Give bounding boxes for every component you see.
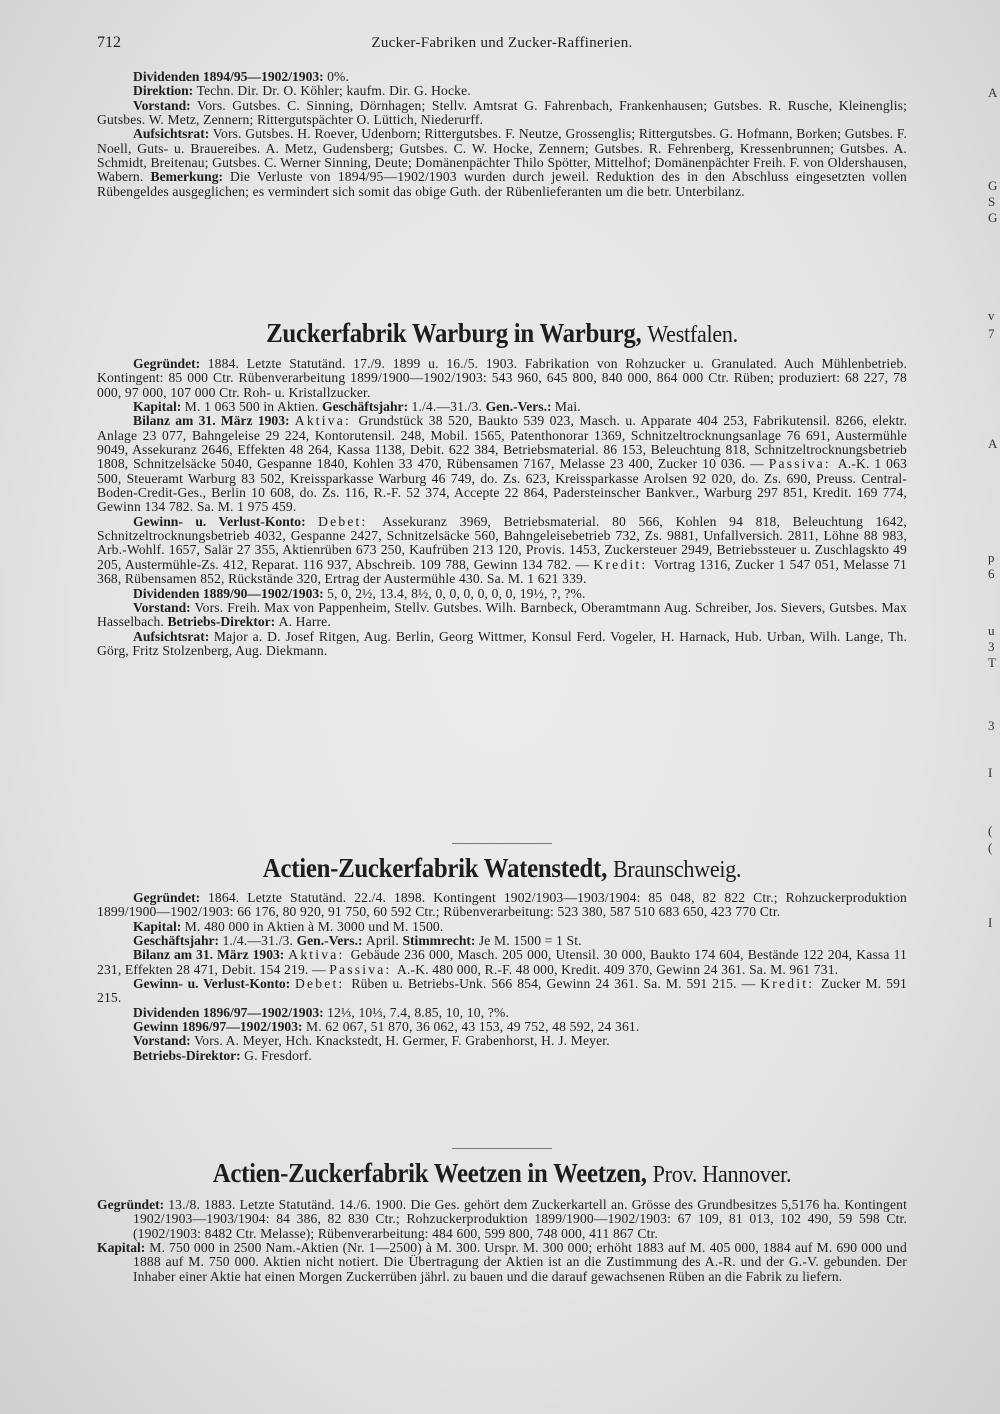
entry-paragraph: [97, 515, 907, 587]
field-text: 0%.: [327, 69, 350, 84]
field-text: 12⅓, 10⅓, 7.4, 8.85, 10, 10, ?%.: [327, 1004, 509, 1020]
field-text: Vors. Gutsbes. C. Sinning, Dörnhagen; Stellv. Amtsrat G. Fahrenbach, Frankenhausen; Gutsbes. R. Rusche, Kleinenglis; Gutsbes. W. Metz, Zennern; Rittergutspächter O. Lüttich, Niederurff.: [97, 97, 907, 128]
field-text: Vors. Freih. Max von Pappenheim, Stellv. Gutsbes. Wilh. Barnbeck, Oberamtmann Aug. Schreiber, Jos. Sievers, Gutsbes. Max Hasselbach.: [97, 599, 908, 630]
entry-paragraph: [97, 948, 907, 977]
section-previous-entry: [97, 70, 907, 199]
margin-fragment: I: [988, 765, 993, 780]
company-name: Zuckerfabrik Warburg in Warburg,: [266, 318, 642, 348]
field-text: April.: [365, 933, 403, 949]
field-label: Aufsichtsrat:: [133, 628, 214, 644]
field-label: Bemerkung:: [150, 169, 231, 185]
field-label: Direktion:: [133, 83, 197, 99]
section-warburg: [97, 357, 907, 658]
field-text: 13./8. 1883. Letzte Statutänd. 14./6. 1900. Die Ges. gehört dem Zuckerkartell an. Grösse des Grundbesitzes 5,5176 ha. Kontingent 1902/1903—1903/1904: 84 386, 82 830 Ctr.; Rohzuckerproduktion 1899/1900—1902/1903: 67 109, 81 013, 102 490, 59 598 Ctr. (1902/1903: 8482 Ctr. Melasse); Rübenverarbeitung: 484 600, 599 800, 748 000, 411 867 Ctr.: [133, 1197, 907, 1241]
spaced-label: Kredit:: [593, 556, 654, 572]
entry-paragraph: [97, 99, 907, 128]
field-text: 5, 0, 2½, 13.4, 8½, 0, 0, 0, 0, 0, 0, 19½, ?, ?%.: [327, 585, 586, 601]
margin-fragment: 6: [988, 566, 995, 581]
field-label: Gewinn- u. Verlust-Konto:: [133, 976, 295, 992]
field-label: Gegründet:: [133, 356, 208, 371]
margin-fragment: (: [988, 840, 993, 855]
field-text: Vortrag 1316, Zucker 1 547 051, Melasse 71 368, Rübensamen 852, Rückstände 320, Ertrag der Austermühle 430. Sa. M. 1 621 339.: [97, 556, 907, 587]
spaced-label: Aktiva:: [288, 947, 351, 963]
divider: [97, 1148, 907, 1149]
field-text: A.-K. 1 063 500, Steueramt Warburg 83 502, Kreissparkasse Warburg 46 749, do. Zs. 623, Kreissparkasse Arolsen 92 020, do. Zs. 690, Preuss. Central-Boden-Credit-Ges., Berlin 10 608, do. Zs. 116, R.-F. 52 374, Accepte 22 864, Padersteinscher Bankver., Warburg 297 851, Kredit. 169 774, Gewinn 134 782. Sa. M. 1 975 459.: [97, 456, 907, 515]
field-text: Gebäude 236 000, Masch. 205 000, Utensil. 30 000, Baukto 174 604, Bestände 122 204, Kassa 11 231, Effekten 28 471, Debit. 154 219. —: [97, 947, 907, 977]
field-label: Gen.-Vers.:: [485, 399, 555, 415]
spaced-label: Debet:: [294, 976, 352, 992]
entry-paragraph: [97, 1034, 907, 1048]
field-text: Grundstück 38 520, Baukto 539 023, Masch. u. Apparate 404 253, Fabrikutensil. 8266, elektr. Anlage 23 077, Bahngeleise 29 224, Kontorutensil. 248, Mobil. 1565, Patenthonorar 1369, Schnitzeltrocknungsanlage 76 691, Austermühle 9049, Assekuranz 2646, Effekten 48 264, Kassa 1138, Debit. 622 384, Betriebsmaterial. 86 153, Beleuchtung 818, Schnitzeltrocknungsbetrieb 1808, Schnitzelsäcke 5040, Gespanne 1840, Kohlen 33 470, Rübensamen 7167, Melasse 23 400, Zucker 10 036. —: [97, 413, 908, 472]
field-text: M. 750 000 in 2500 Nam.-Aktien (Nr. 1—2500) à M. 300. Urspr. M. 300 000; erhöht 1883 auf M. 405 000, 1884 auf M. 690 000 und 1888 auf M. 750 000. Aktien nicht notiert. Die Übertragung der Aktien ist an die Zustimmung des A.-R. und der G.-V. gebunden. Der Inhaber einer Aktie hat einen Morgen Zuckerrüben jährl. zu bauen und die darauf gewachsenen Rüben an die Fabrik zu liefern.: [133, 1240, 908, 1284]
entry-paragraph: [97, 934, 907, 948]
field-text: M. 62 067, 51 870, 36 062, 43 153, 49 752, 48 592, 24 361.: [305, 1019, 640, 1035]
spaced-label: Passiva:: [768, 456, 838, 472]
field-text: A. Harre.: [278, 614, 331, 630]
field-text: Techn. Dir. Dr. O. Köhler; kaufm. Dir. G. Hocke.: [196, 83, 471, 99]
entry-paragraph: [97, 977, 907, 1006]
entry-paragraph: [97, 84, 907, 98]
entry-paragraph: [97, 601, 907, 630]
entry-paragraph: [97, 1020, 907, 1034]
spaced-label: Kredit:: [760, 976, 822, 992]
field-label: Gegründet:: [97, 1197, 169, 1212]
entry-paragraph: [97, 1198, 907, 1241]
field-text: Vors. Gutsbes. H. Roever, Udenborn; Rittergutsbes. F. Neutze, Grossenglis; Rittergutsbes. G. Hofmann, Borken; Gutsbes. F. Noell, Guts- u. Brauereibes. A. Metz, Gudensberg; Gutsbes. C. W. Hocke, Zennern; Gutsbes. R. Fehrenberg, Kressenbrunnen; Gutsbes. A. Schmidt, Breitenau; Gutsbes. C. Werner Sinning, Deute; Domänenpächter Thilo Spötter, Mittelhof; Domänenpächter Freih. F. von Oldershausen, Wabern.: [97, 126, 908, 185]
heading-warburg: [97, 318, 907, 349]
entry-paragraph: [97, 630, 907, 659]
field-text: Vors. A. Meyer, Hch. Knackstedt, H. Germer, F. Grabenhorst, H. J. Meyer.: [194, 1033, 610, 1049]
field-text: A.-K. 480 000, R.-F. 48 000, Kredit. 409 370, Gewinn 24 361. Sa. M. 961 731.: [397, 961, 839, 977]
field-label: Gewinn 1896/97—1902/1903:: [133, 1019, 306, 1035]
field-label: Betriebs-Direktor:: [133, 1047, 245, 1063]
section-weetzen: [97, 1198, 907, 1284]
entry-paragraph: [97, 891, 907, 920]
field-label: Vorstand:: [133, 1033, 195, 1049]
entry-paragraph: [97, 400, 907, 414]
field-text: Die Verluste von 1894/95—1902/1903 wurden durch jeweil. Reduktion des in den Abschluss eingesetzten vollen Rübengeldes ausgeglichen; es vermindert sich somit das obige Guth. der Rübenlieferanten um die betr. Unterbilanz.: [97, 169, 907, 199]
field-label: Vorstand:: [133, 97, 197, 113]
section-watenstedt: [97, 891, 907, 1063]
company-location: Prov. Hannover.: [652, 1162, 792, 1188]
field-label: Aufsichtsrat:: [133, 126, 213, 142]
field-label: Gegründet:: [133, 890, 208, 905]
field-text: 1864. Letzte Statutänd. 22./4. 1898. Kontingent 1902/1903—1903/1904: 85 048, 82 822 Ctr.; Rohzuckerproduktion 1899/1900—1902/1903: 66 176, 80 920, 91 750, 60 592 Ctr.; Rübenverarbeitung: 523 380, 587 510 683 650, 423 770 Ctr.: [97, 890, 907, 920]
entry-paragraph: [97, 414, 907, 514]
field-label: Kapital:: [133, 399, 185, 415]
company-name: Actien-Zuckerfabrik Watenstedt,: [262, 853, 608, 883]
margin-fragment: I: [988, 915, 993, 930]
field-text: Zucker M. 591 215.: [97, 976, 907, 1006]
margin-fragment: (: [988, 823, 993, 838]
field-text: Major a. D. Josef Ritgen, Aug. Berlin, Georg Wittmer, Konsul Ferd. Vogeler, H. Harnack, Hub. Urban, Wilh. Lange, Th. Görg, Fritz Stolzenberg, Aug. Diekmann.: [97, 628, 907, 658]
field-label: Gen.-Vers.:: [296, 933, 366, 949]
margin-fragment: S: [988, 194, 996, 209]
entry-paragraph: [97, 357, 907, 400]
field-label: Kapital:: [97, 1240, 150, 1256]
margin-fragment: 3: [988, 718, 995, 733]
divider: [97, 843, 907, 844]
company-name: Actien-Zuckerfabrik Weetzen in Weetzen,: [212, 1158, 647, 1188]
margin-fragment: T: [988, 655, 996, 670]
heading-watenstedt: [97, 853, 907, 884]
field-text: Assekuranz 3969, Betriebsmaterial. 80 566, Kohlen 94 818, Beleuchtung 1642, Schnitzeltrocknungsbetrieb 4032, Gespanne 2427, Schnitzelsäcke 560, Bahngeleisebetrieb 732, Zs. 9881, Unfallversich. 2811, Löhne 88 983, Arb.-Wohlf. 1657, Salär 27 355, Aktienrüben 673 250, Kaufrüben 213 120, Provis. 1453, Zuckersteuer 2949, Betriebssteuer u. Zuschlagskto 49 205, Austermühle-Zs. 412, Reparat. 116 937, Abschreib. 109 788, Gewinn 134 782. —: [97, 513, 907, 572]
margin-fragment: u: [988, 623, 995, 638]
field-label: Vorstand:: [133, 599, 195, 615]
field-label: Geschäftsjahr:: [322, 399, 412, 415]
margin-fragment: 3: [988, 639, 995, 654]
field-text: G. Fresdorf.: [244, 1047, 312, 1063]
entry-paragraph: [97, 70, 907, 84]
entry-paragraph: [97, 920, 907, 934]
field-text: M. 480 000 in Aktien à M. 3000 und M. 1500.: [184, 918, 444, 934]
field-text: Je M. 1500 = 1 St.: [478, 933, 582, 949]
spaced-label: Aktiva:: [294, 413, 359, 429]
field-text: 1884. Letzte Statutänd. 17./9. 1899 u. 16./5. 1903. Fabrikation von Rohzucker u. Granulated. Auch Mühlenbetrieb. Kontingent: 85 000 Ctr. Rübenverarbeitung 1899/1900—1902/1903: 543 960, 645 800, 840 000, 864 000 Ctr. Rüben; produziert: 68 227, 78 000, 97 000, 107 000 Ctr. Roh- u. Kristallzucker.: [97, 356, 907, 400]
field-label: Geschäftsjahr:: [133, 933, 223, 949]
entry-paragraph: [97, 127, 907, 199]
field-label: Dividenden 1894/95—1902/1903:: [133, 69, 328, 84]
field-label: Betriebs-Direktor:: [167, 614, 279, 630]
field-label: Gewinn- u. Verlust-Konto:: [133, 513, 319, 529]
field-text: Rüben u. Betriebs-Unk. 566 854, Gewinn 24 361. Sa. M. 591 215. —: [351, 976, 761, 992]
entry-paragraph: [97, 1049, 907, 1063]
spaced-label: Debet:: [318, 513, 383, 529]
heading-weetzen: [97, 1158, 907, 1189]
margin-fragment: A: [988, 436, 998, 451]
field-label: Bilanz am 31. März 1903:: [133, 413, 295, 429]
field-label: Bilanz am 31. März 1903:: [133, 947, 289, 963]
field-label: Stimmrecht:: [402, 933, 479, 949]
spaced-label: Passiva:: [329, 961, 398, 977]
page-number: 712: [97, 34, 121, 51]
company-location: Westfalen.: [647, 322, 738, 348]
field-text: M. 1 063 500 in Aktien.: [184, 399, 323, 415]
field-text: 1./4.—31./3.: [222, 933, 297, 949]
entry-paragraph: [97, 1006, 907, 1020]
field-label: Kapital:: [133, 918, 185, 934]
margin-fragment: A: [988, 85, 998, 100]
field-label: Dividenden 1896/97—1902/1903:: [133, 1004, 328, 1020]
margin-fragment: v: [988, 308, 995, 323]
running-header: [97, 34, 907, 56]
entry-paragraph: [97, 587, 907, 601]
field-label: Dividenden 1889/90—1902/1903:: [133, 585, 328, 601]
running-title: Zucker-Fabriken und Zucker-Raffinerien.: [371, 35, 633, 51]
margin-fragment: p: [988, 550, 995, 565]
margin-fragment: G: [988, 210, 998, 225]
field-text: Mai.: [554, 399, 581, 415]
entry-paragraph: [97, 1241, 907, 1284]
company-location: Braunschweig.: [612, 857, 742, 883]
margin-fragment: G: [988, 178, 998, 193]
field-text: 1./4.—31./3.: [411, 399, 486, 415]
margin-fragment: 7: [988, 326, 995, 341]
